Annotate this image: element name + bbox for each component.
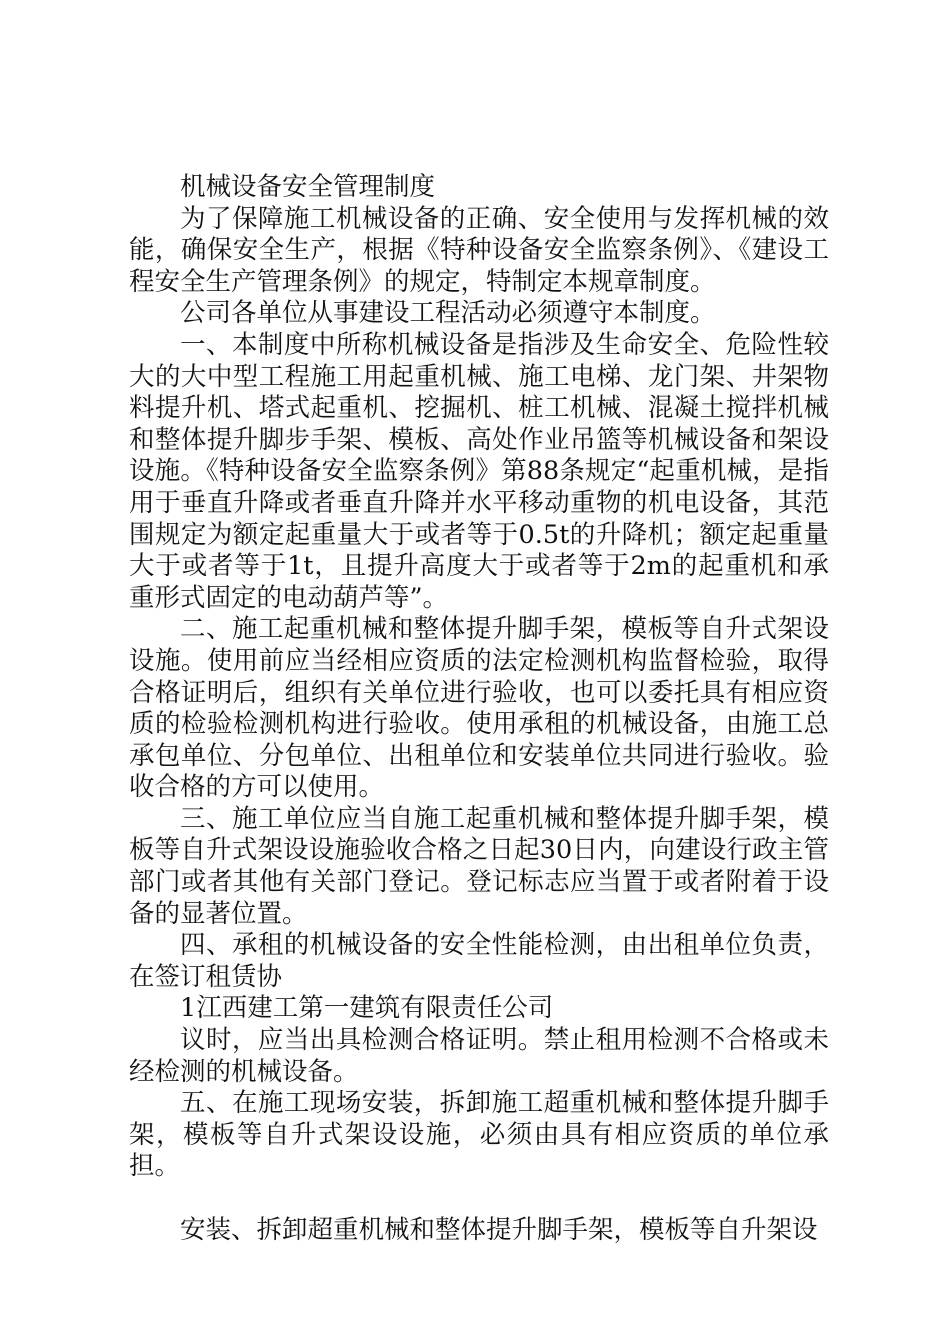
page-footer-company: 1江西建工第一建筑有限责任公司 <box>180 993 554 1024</box>
document-body <box>129 172 829 1247</box>
paragraph-article-4-cont: 议时，应当出具检测合格证明。禁止租用检测不合格或未经检测的机械设备。 <box>129 1025 829 1087</box>
paragraph-article-5: 五、在施工现场安装，拆卸施工超重机械和整体提升脚手架，模板等自升式架设设施，必须由具有相应资质的单位承担。 <box>129 1088 829 1182</box>
paragraph-gap <box>129 1183 829 1215</box>
paragraph-article-3: 三、施工单位应当自施工起重机械和整体提升脚手架，模板等自升式架设设施验收合格之日起30日内，向建设行政主管部门或者其他有关部门登记。登记标志应当置于或者附着于设备的显著位置。 <box>129 803 829 929</box>
paragraph-intro: 为了保障施工机械设备的正确、安全使用与发挥机械的效能，确保安全生产，根据《特种设备安全监察条例》、《建设工程安全生产管理条例》的规定，特制定本规章制度。 <box>129 203 829 297</box>
paragraph-article-1: 一、本制度中所称机械设备是指涉及生命安全、危险性较大的大中型工程施工用起重机械、施工电梯、龙门架、井架物料提升机、塔式起重机、挖掘机、桩工机械、混凝土搅拌机械和整体提升脚步手架、模板、高处作业吊篮等机械设备和架设设施。《特种设备安全监察条例》第88条规定“起重机械，是指用于垂直升降或者垂直升降并水平移动重物的机电设备，其范围规定为额定起重量大于或者等于0.5t的升降机；额定起重量大于或者等于1t，且提升高度大于或者等于2m的起重机和承重形式固定的电动葫芦等”。 <box>129 329 829 613</box>
paragraph-article-4-start: 四、承租的机械设备的安全性能检测，由出租单位负责，在签订租赁协 <box>129 930 829 992</box>
document-title: 机械设备安全管理制度 <box>180 172 436 202</box>
paragraph-article-2: 二、施工起重机械和整体提升脚手架，模板等自升式架设设施。使用前应当经相应资质的法定检测机构监督检验，取得合格证明后，组织有关单位进行验收，也可以委托具有相应资质的检验检测机构进行验收。使用承租的机械设备，由施工总承包单位、分包单位、出租单位和安装单位共同进行验收。验收合格的方可以使用。 <box>129 614 829 803</box>
paragraph-scope: 公司各单位从事建设工程活动必须遵守本制度。 <box>180 298 716 329</box>
paragraph-installation: 安装、拆卸超重机械和整体提升脚手架，模板等自升架设 <box>180 1215 818 1245</box>
